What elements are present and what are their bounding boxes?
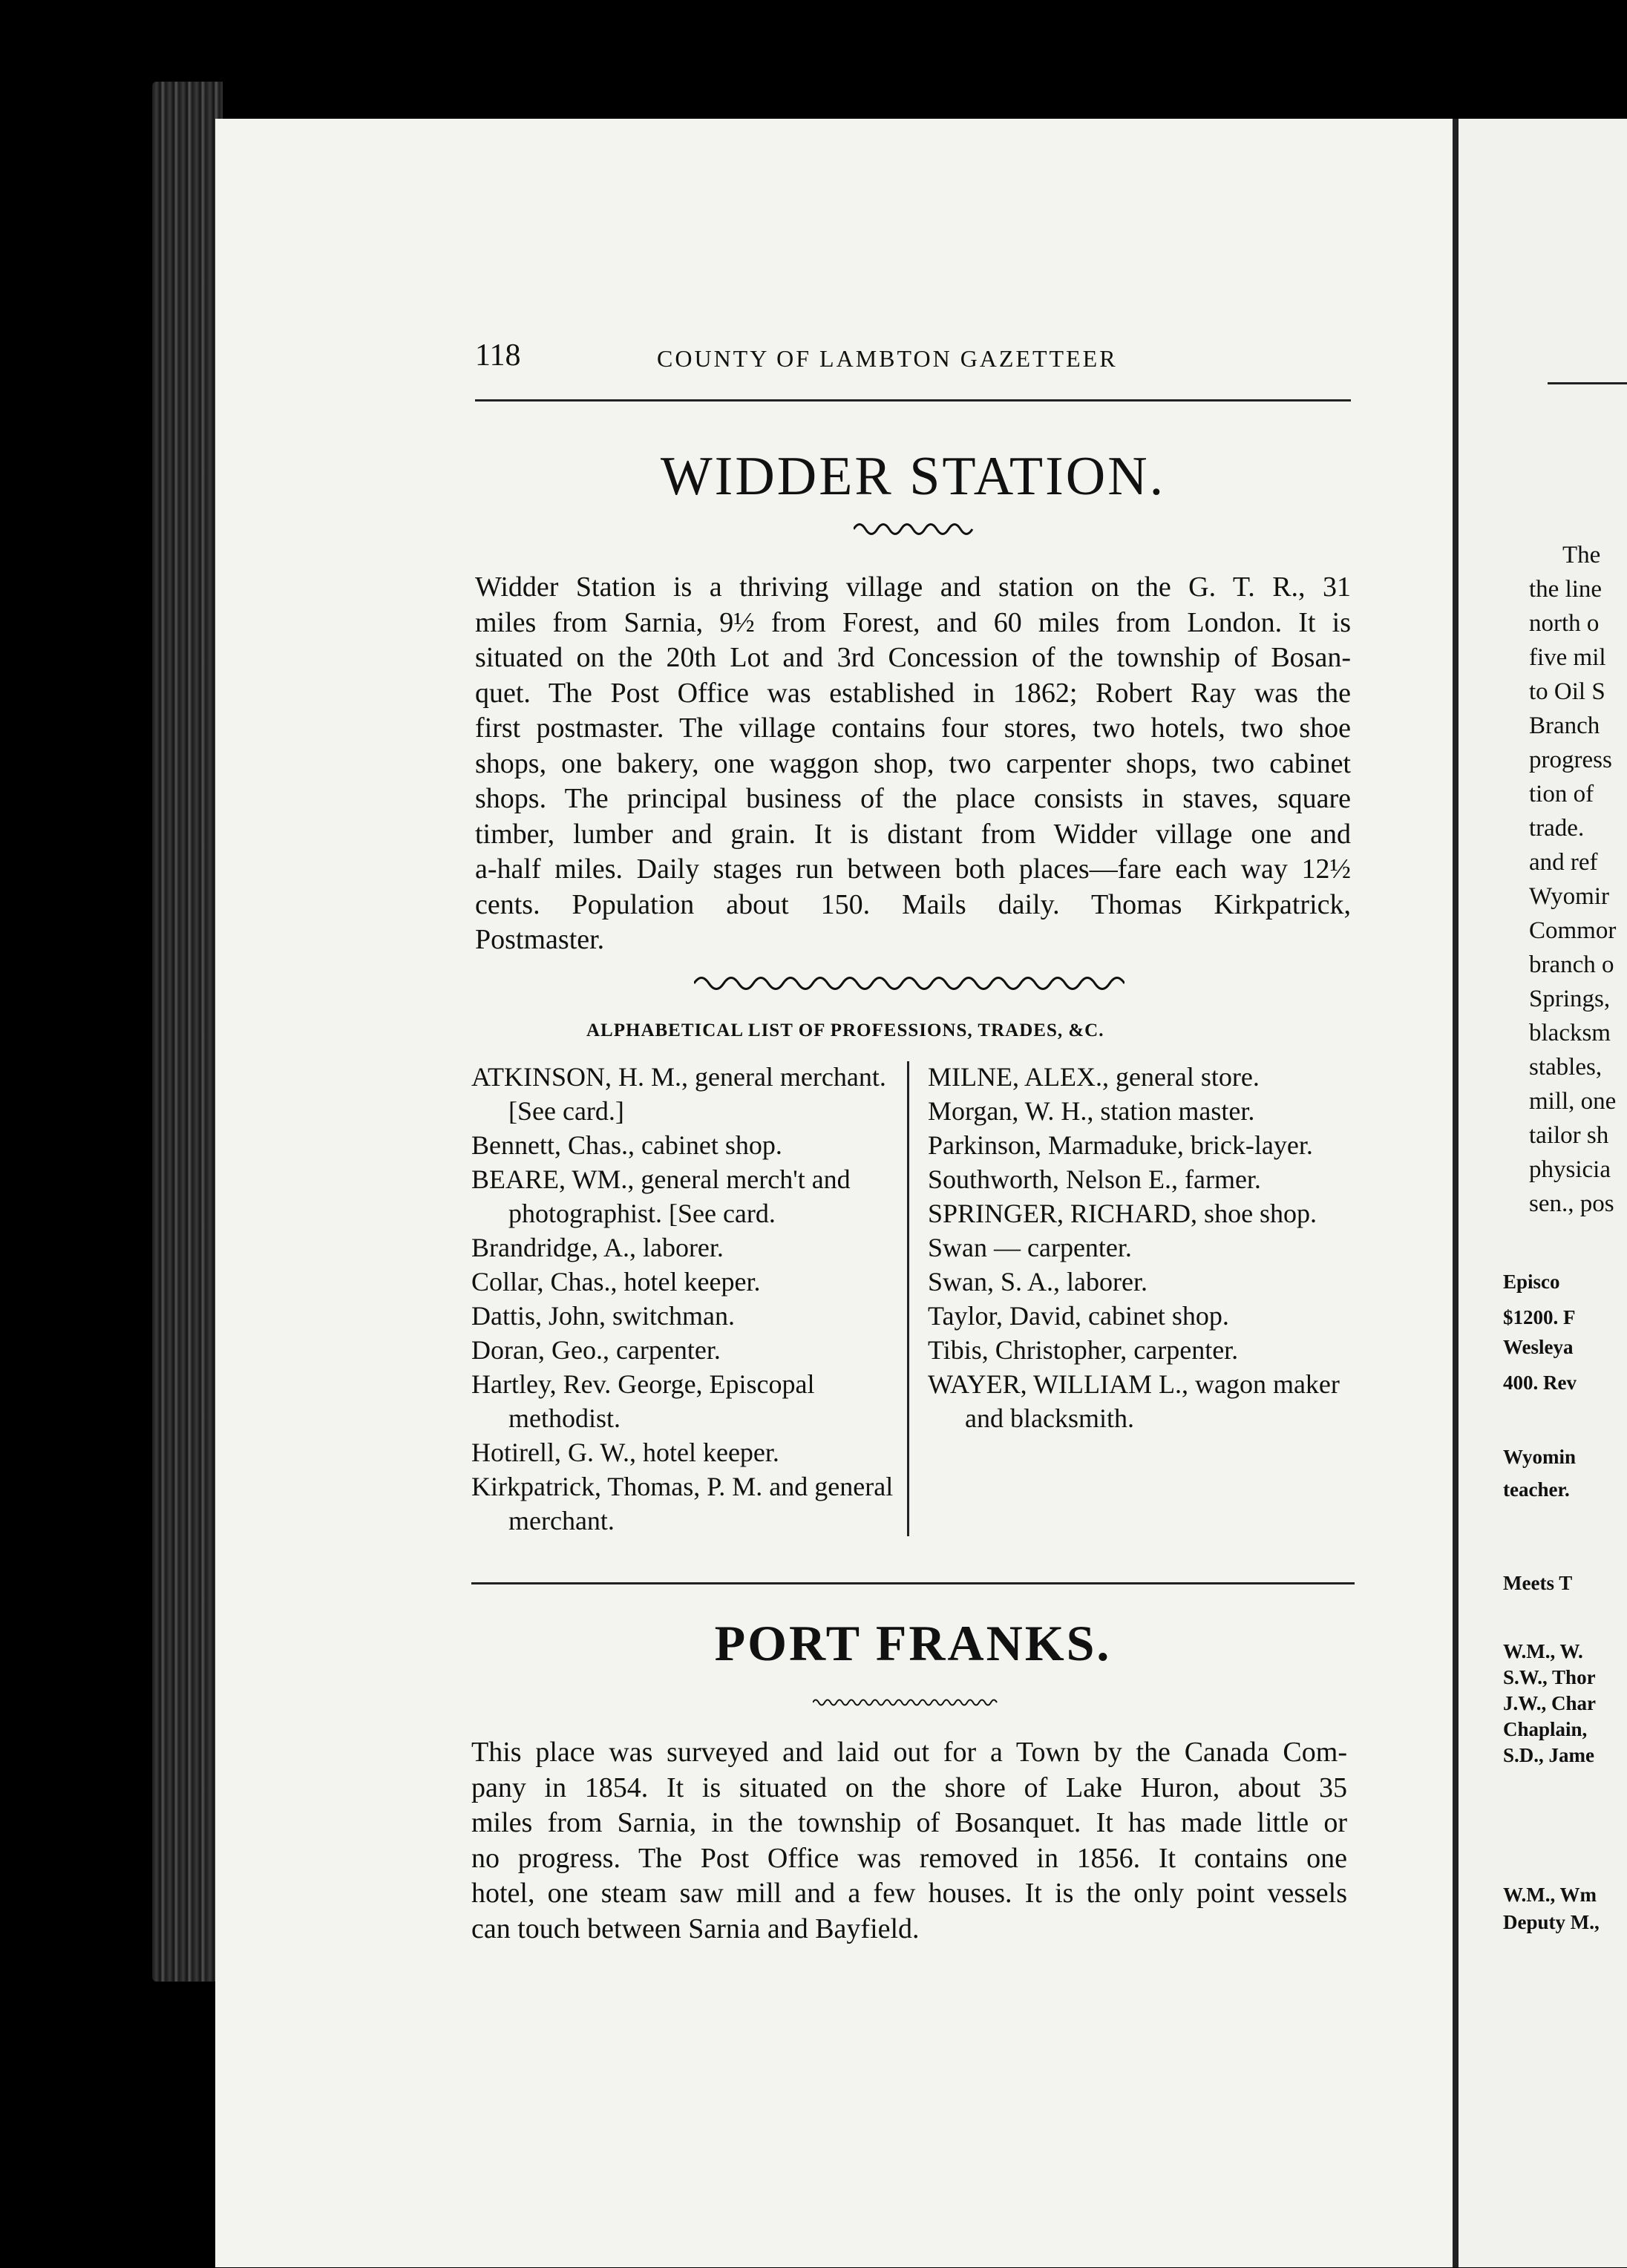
right-page-fragment: Episco <box>1503 1271 1560 1293</box>
right-page-line: mill, one <box>1529 1088 1617 1115</box>
right-page-text <box>1529 538 1616 1221</box>
right-page-fragment: $1200. F <box>1503 1306 1576 1328</box>
right-page-fragment: Wesleya <box>1503 1336 1574 1358</box>
page-number: 118 <box>475 338 521 373</box>
decorative-dot-ornament <box>813 1697 1002 1708</box>
right-page-fragment: S.W., Thor <box>1503 1666 1596 1688</box>
running-head <box>475 338 1351 382</box>
right-page-line: five mil <box>1529 644 1606 671</box>
list-entry: Swan, S. A., laborer. <box>928 1267 1148 1297</box>
port-franks-description <box>471 1735 1347 1947</box>
right-page-line: stables, <box>1529 1054 1603 1081</box>
right-page-line: Branch <box>1529 712 1600 739</box>
book-binding <box>152 82 223 1982</box>
text-line: quet. The Post Office was established in 1862; Robert Ray was the <box>475 677 1351 709</box>
list-entry: ATKINSON, H. M., general merchant. [See card.] <box>471 1062 886 1126</box>
right-page-fragment: Meets T <box>1503 1572 1573 1594</box>
text-line: hotel, one steam saw mill and a few houses. It is the only point vessels <box>471 1878 1347 1909</box>
column-divider <box>907 1061 909 1536</box>
list-entry: Swan — carpenter. <box>928 1233 1132 1262</box>
list-entry: BEARE, WM., general merch't and photographist. [See card. <box>471 1164 851 1228</box>
section-rule <box>471 1582 1355 1584</box>
list-entry: Dattis, John, switchman. <box>471 1301 735 1331</box>
right-page <box>1459 119 1627 2267</box>
list-entry: Kirkpatrick, Thomas, P. M. and general merchant. <box>471 1472 894 1536</box>
list-entry: Hotirell, G. W., hotel keeper. <box>471 1438 779 1467</box>
list-entry: Hartley, Rev. George, Episcopal methodist. <box>471 1369 815 1433</box>
right-page-line: branch o <box>1529 951 1614 978</box>
list-entry: SPRINGER, RICHARD, shoe shop. <box>928 1199 1317 1228</box>
right-page-line: progress <box>1529 747 1612 773</box>
text-line: timber, lumber and grain. It is distant from Widder village one and <box>475 818 1351 850</box>
list-entry: Brandridge, A., laborer. <box>471 1233 724 1262</box>
list-entry: Collar, Chas., hotel keeper. <box>471 1267 761 1297</box>
list-entry: Taylor, David, cabinet shop. <box>928 1301 1229 1331</box>
right-page-fragment: W.M., Wm <box>1503 1884 1597 1906</box>
right-page-line: to Oil S <box>1529 678 1605 705</box>
list-right-column <box>928 1060 1355 1435</box>
list-entry: WAYER, WILLIAM L., wagon maker and blacksmith. <box>928 1369 1340 1433</box>
text-line: shops. The principal business of the place consists in staves, square <box>475 783 1351 814</box>
header-rule <box>475 399 1351 402</box>
decorative-wave-ornament <box>854 520 976 539</box>
list-entry: Morgan, W. H., station master. <box>928 1096 1255 1126</box>
text-line: miles from Sarnia, in the township of Bosanquet. It has made little or <box>471 1807 1347 1838</box>
right-page-line: tailor sh <box>1529 1122 1609 1149</box>
page-fold <box>1453 119 1459 2267</box>
text-line: first postmaster. The village contains four stores, two hotels, two shoe <box>475 712 1351 744</box>
right-page-fragment: W.M., W. <box>1503 1640 1583 1662</box>
text-line: Postmaster. <box>475 924 605 955</box>
text-line: Widder Station is a thriving village and station on the G. T. R., 31 <box>475 571 1351 603</box>
right-page-line: Springs, <box>1529 986 1611 1012</box>
list-entry: Bennett, Chas., cabinet shop. <box>471 1130 782 1160</box>
port-franks-title: PORT FRANKS. <box>714 1615 1112 1671</box>
text-line: no progress. The Post Office was removed in 1856. It contains one <box>471 1842 1347 1874</box>
right-page-fragment: Wyomin <box>1503 1446 1577 1468</box>
right-page-fragment: S.D., Jame <box>1503 1744 1594 1766</box>
right-page-fragment: teacher. <box>1503 1478 1570 1501</box>
text-line: This place was surveyed and laid out for a Town by the Canada Com- <box>471 1737 1347 1768</box>
list-entry: Parkinson, Marmaduke, brick-layer. <box>928 1130 1313 1160</box>
list-entry: Tibis, Christopher, carpenter. <box>928 1335 1239 1365</box>
right-page-line: trade. <box>1529 815 1585 842</box>
right-page-line: and ref <box>1529 849 1598 876</box>
widder-station-description <box>475 570 1351 958</box>
list-entry: Southworth, Nelson E., farmer. <box>928 1164 1261 1194</box>
decorative-wave-divider <box>694 972 1125 994</box>
right-page-fragment: Chaplain, <box>1503 1718 1588 1740</box>
list-heading: ALPHABETICAL LIST OF PROFESSIONS, TRADES, &C. <box>586 1020 1104 1040</box>
running-head-title: COUNTY OF LAMBTON GAZETTEER <box>657 345 1118 372</box>
widder-station-title: WIDDER STATION. <box>660 446 1166 507</box>
right-page-line: blacksm <box>1529 1020 1611 1046</box>
right-page-line: the line <box>1529 576 1603 603</box>
text-line: shops, one bakery, one waggon shop, two carpenter shops, two cabinet <box>475 747 1351 779</box>
right-page-fragment: J.W., Char <box>1503 1692 1597 1714</box>
list-entry: MILNE, ALEX., general store. <box>928 1062 1260 1092</box>
right-page-fragment: 400. Rev <box>1503 1371 1577 1394</box>
right-page-line: Wyomir <box>1529 883 1609 910</box>
right-page-line: tion of <box>1529 781 1594 807</box>
right-page-fragment: Deputy M., <box>1503 1911 1600 1933</box>
text-line: can touch between Sarnia and Bayfield. <box>471 1913 920 1944</box>
text-line: a-half miles. Daily stages run between both places—fare each way 12½ <box>475 853 1351 885</box>
right-page-line: physicia <box>1529 1156 1611 1183</box>
right-page-line: Commor <box>1529 917 1617 944</box>
right-page-line: The <box>1562 542 1601 568</box>
right-page-line: sen., pos <box>1529 1190 1614 1217</box>
right-header-rule <box>1548 382 1627 384</box>
text-line: pany in 1854. It is situated on the shore of Lake Huron, about 35 <box>471 1772 1347 1803</box>
text-line: situated on the 20th Lot and 3rd Concession of the township of Bosan- <box>475 642 1351 673</box>
list-left-column <box>471 1060 898 1538</box>
text-line: miles from Sarnia, 9½ from Forest, and 60 miles from London. It is <box>475 606 1351 638</box>
text-line: cents. Population about 150. Mails daily. Thomas Kirkpatrick, <box>475 888 1351 920</box>
right-page-line: north o <box>1529 610 1600 637</box>
list-entry: Doran, Geo., carpenter. <box>471 1335 721 1365</box>
